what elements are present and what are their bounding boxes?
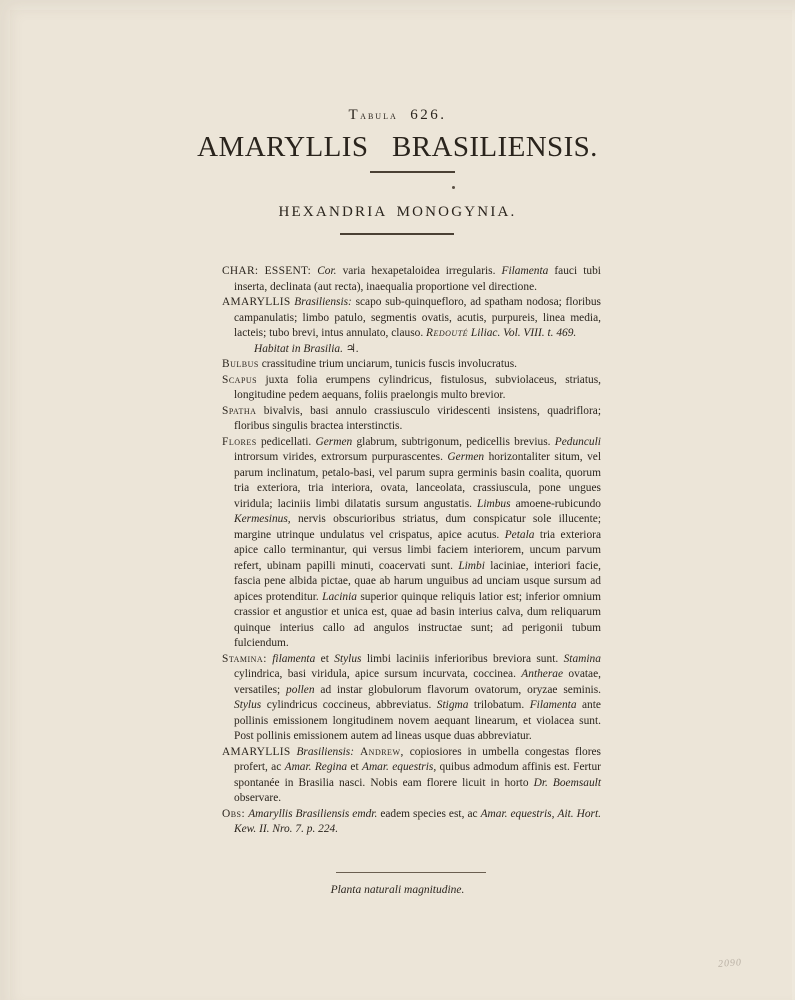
text: Obs:	[222, 807, 246, 820]
paragraph-andrews	[222, 745, 601, 807]
paragraph-diagnosis	[222, 295, 601, 342]
text: Flores	[222, 435, 257, 448]
text: Spatha	[222, 404, 257, 417]
text: glabrum, subtrigonum, pedicellis brevius.	[356, 435, 551, 448]
text: Filamenta	[501, 265, 549, 277]
text: ovatae, versatiles;	[234, 668, 601, 696]
text: Cor.	[317, 265, 337, 277]
title-rule	[370, 171, 455, 173]
classification-heading: HEXANDRIA MONOGYNIA.	[278, 204, 517, 220]
pencil-margin-note: 2090	[717, 957, 743, 970]
text: Stigma	[436, 699, 469, 711]
text: Brasiliensis:	[296, 745, 355, 758]
text: et	[320, 652, 329, 665]
species-title: AMARYLLIS BRASILIENSIS.	[197, 131, 598, 163]
text: Stylus	[334, 652, 362, 665]
text: Amar. Regina	[284, 761, 348, 773]
text: observare.	[234, 792, 282, 804]
text: CHAR: ESSENT:	[222, 265, 312, 277]
text: pollen	[286, 683, 315, 696]
plate-label-initial: T	[348, 107, 361, 123]
text: superior quinque reliquis latior est; inferior omnium crassior et angustior et unica est, quae ad basin interius calva, dum reliquarum quinque interius callo ad angulos instructae sunt; ad perigonii tubum fulciendum.	[234, 590, 601, 649]
text: Limbi	[458, 559, 485, 572]
text: et	[350, 761, 359, 773]
ornament-dot	[452, 186, 455, 189]
text: juxta folia erumpens cylindricus, fistulosus, subviolaceus, striatus, longitudine pedem aequans, foliis praelongis multo brevior.	[234, 373, 601, 401]
paragraph-scapus	[222, 373, 601, 404]
plate-number: 626.	[410, 107, 447, 123]
text: amoene-rubicundo	[515, 497, 601, 510]
paragraph-spatha	[222, 404, 601, 435]
text: Lacinia	[322, 590, 357, 603]
paragraph-habitat	[254, 342, 601, 358]
classification-rule	[340, 233, 454, 235]
text: Andrew,	[359, 745, 404, 758]
text: ante pollinis emissionem longitudinem novem aequant linearum, et violacea sunt. Post pollinis emissionem autem ad lineas usque duas abbreviatur.	[234, 699, 601, 742]
plate-label-word: abula	[360, 108, 398, 122]
text: copiosiores in umbella congestas flores profert, ac	[234, 745, 601, 773]
text: Amar. equestris,	[361, 761, 437, 773]
text: Scapus	[222, 373, 258, 386]
text: limbi laciniis inferioribus breviora sunt.	[366, 652, 559, 665]
text: Dr. Boemsault	[533, 776, 601, 789]
text: Germen	[447, 451, 485, 463]
paragraph-bulbus	[222, 357, 601, 373]
text: crassitudine trium unciarum, tunicis fuscis involucratus.	[261, 358, 517, 370]
text: scapo sub-quinquefloro, ad spatham nodosa; floribus campanulatis; limbo patulo, segmentis ovatis, acutis, purpureis, linea media, lacteis; tubo brevi, intus annulato, clauso.	[234, 296, 601, 339]
text: Petala	[504, 528, 535, 541]
text: Limbus	[477, 497, 511, 510]
text: filamenta	[272, 652, 316, 665]
text: Stylus	[234, 699, 262, 711]
text: Pedunculi	[554, 435, 601, 448]
text: tria exteriora apice callo terminantur, qui versus limbi faciem interiorem, uncum parvum refert, ubinam papilli minuti, coacervati sunt.	[234, 528, 602, 572]
text: Redouté	[426, 327, 469, 339]
text: Habitat in Brasilia. ♃.	[254, 342, 359, 355]
text: AMARYLLIS	[222, 745, 291, 758]
paragraph-flores	[222, 435, 601, 652]
text: Kermesinus,	[234, 513, 291, 525]
text: cylindricus coccineus, abbreviatus.	[266, 699, 432, 711]
text: Germen	[315, 435, 353, 448]
text: eadem species est, ac	[380, 807, 478, 820]
plate-caption: Planta naturali magnitudine.	[330, 884, 465, 896]
text: Brasiliensis:	[294, 296, 352, 308]
text: cylindrica, basi viridula, apice sursum incurvata, coccinea.	[234, 668, 516, 680]
footer-rule	[336, 872, 486, 873]
text: laciniae, interiori facie, fascia pene albida pictae, quae ab harum unguibus ad unciam usque sursum ad apices protenditur.	[234, 559, 601, 603]
text: Filamenta	[529, 699, 577, 711]
text: Stamina	[563, 652, 601, 665]
paragraph-char-essent	[222, 264, 601, 295]
text: trilobatum.	[473, 699, 525, 711]
text: Amaryllis Brasiliensis emdr.	[248, 807, 378, 820]
text: Liliac. Vol. VIII. t. 469.	[470, 327, 577, 339]
text: Antherae	[521, 668, 564, 680]
text: introrsum virides, extrorsum purpurascentes.	[234, 451, 443, 463]
description-body	[222, 264, 601, 838]
text: varia hexapetaloidea irregularis.	[342, 265, 496, 277]
text: AMARYLLIS	[222, 296, 291, 308]
text: pedicellati.	[260, 435, 312, 448]
text: bivalvis, basi annulo crassiusculo viridescenti insistens, quadriflora; floribus singulis bractea interstinctis.	[234, 404, 601, 432]
text: fauci tubi inserta, declinata (aut recta), inaequalia proportione vel directione.	[234, 265, 601, 293]
text: Ait. Hort. Kew. II. Nro. 7. p. 224.	[234, 807, 601, 835]
text: ad instar globulorum flavorum ovatorum, oryzae seminis.	[320, 683, 601, 696]
text: quibus admodum affinis est. Fertur spontanée in Brasilia nasci. Nobis eam florere licuit in horto	[234, 761, 601, 789]
text: horizontaliter situm, vel parum inclinatum, petalo-basi, vel parum supra germinis basin coalita, quorum tria exteriora, tria interiora, ovata, lanceolata, crassiuscula, pone ungues viridula; laciniis limbi dilatatis sursum angustatis.	[234, 451, 601, 510]
plate-label	[0, 107, 795, 124]
paragraph-observation	[222, 807, 601, 838]
paragraph-stamina	[222, 652, 601, 745]
text: Amar. equestris,	[480, 807, 555, 820]
text: Stamina:	[222, 652, 267, 665]
text: Bulbus	[222, 358, 259, 370]
text: nervis obscurioribus striatus, dum conspicatur sole illucente; margine utrinque undulatus vel crispatus, apice acutus.	[234, 513, 601, 541]
